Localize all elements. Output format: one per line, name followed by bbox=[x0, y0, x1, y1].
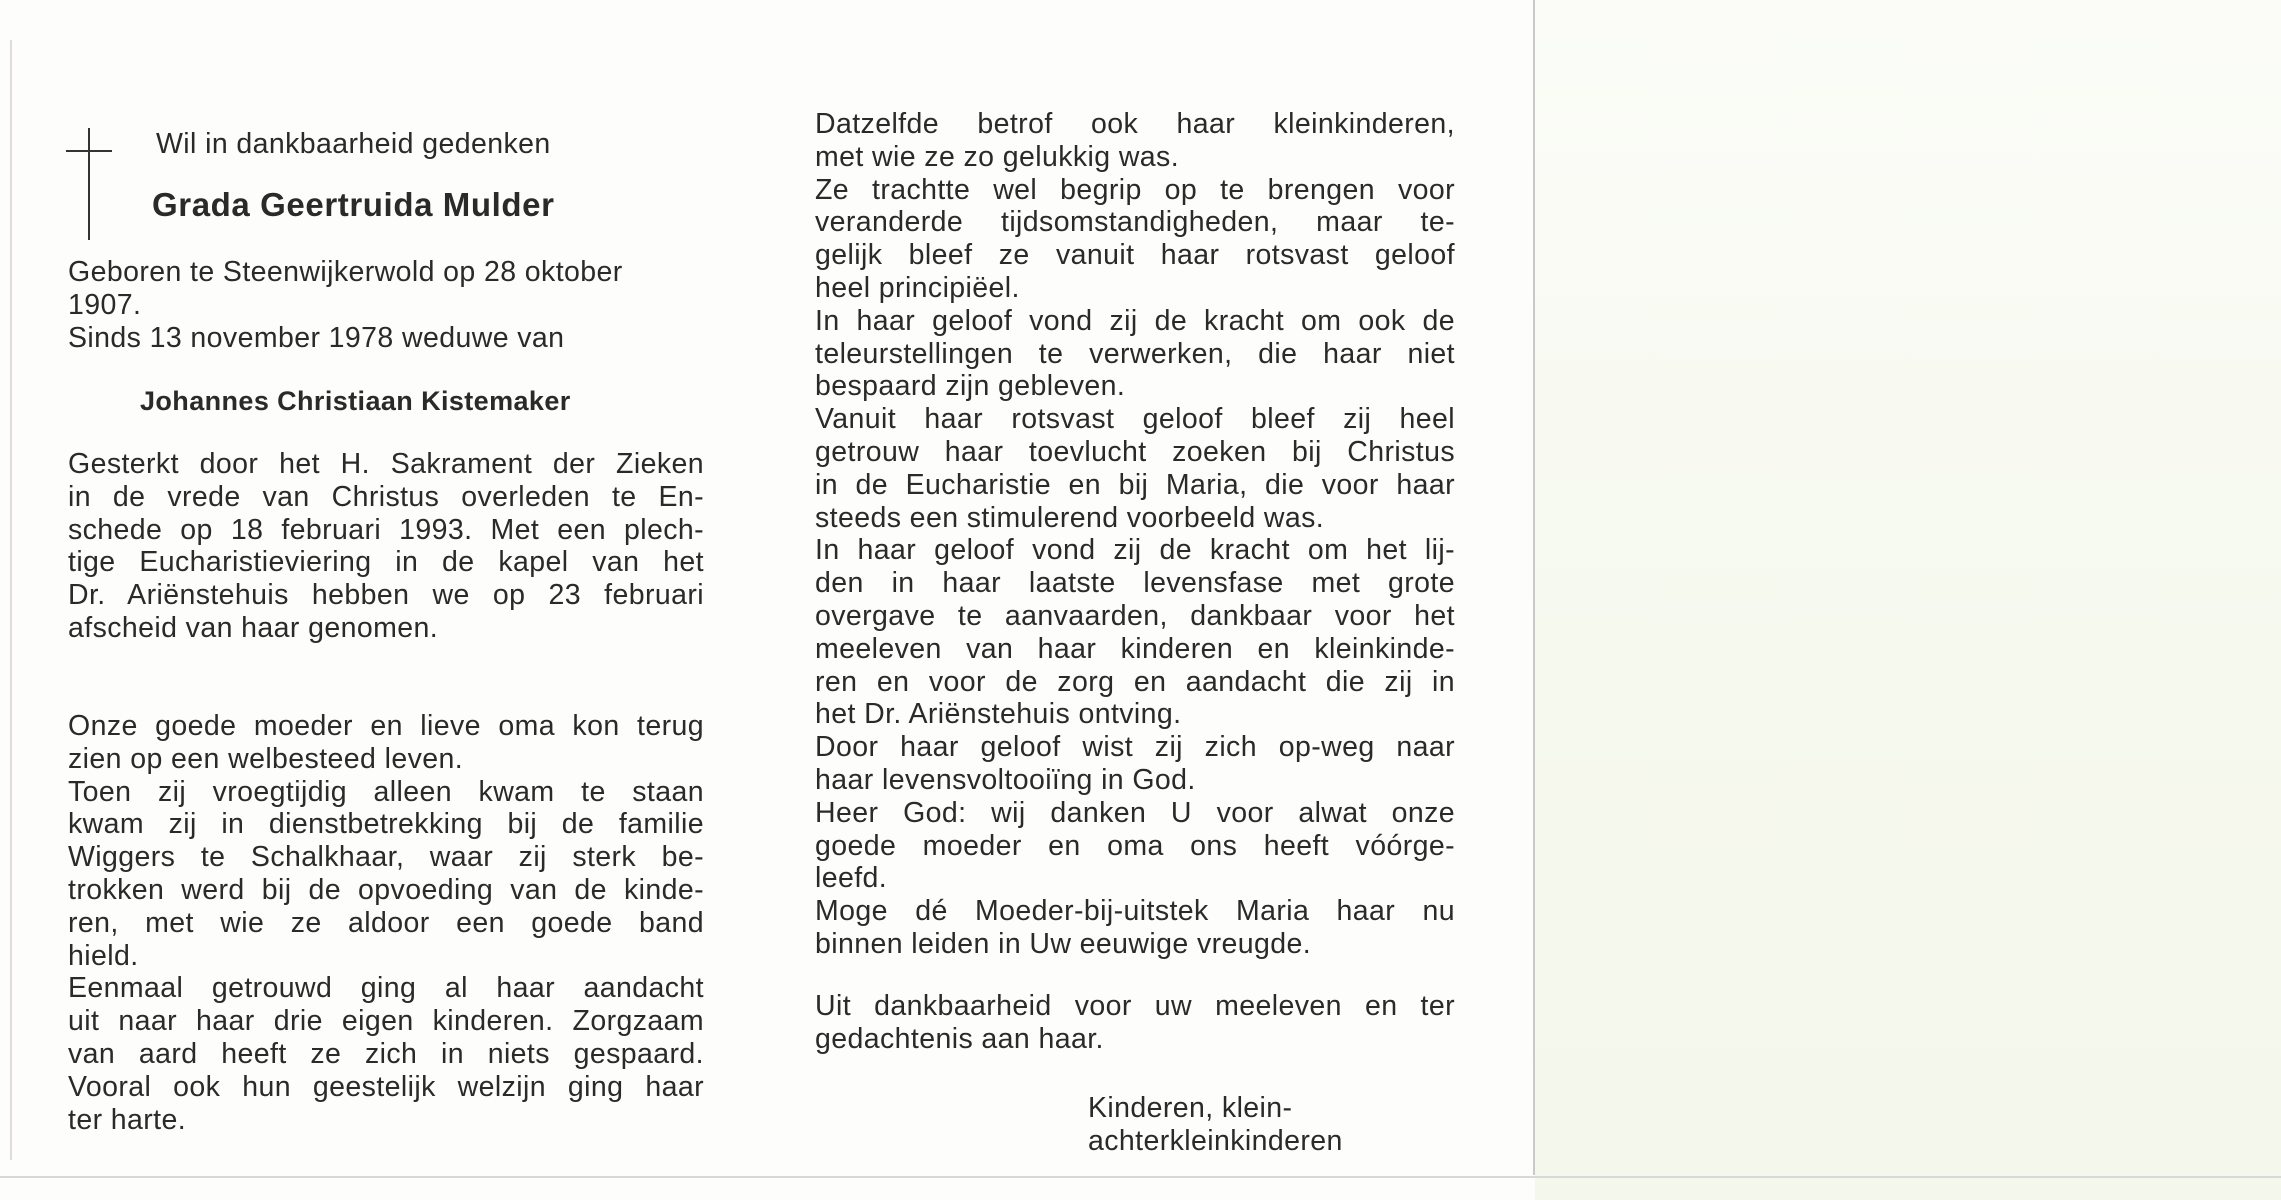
signature-line: achterkleinkinderen bbox=[1088, 1125, 1343, 1157]
life-line: kwam zij in dienstbetrekking bij de familie bbox=[68, 808, 704, 841]
life-line: Onze goede moeder en lieve oma kon terug bbox=[68, 710, 704, 742]
right-line: het Dr. Ariënstehuis ontving. bbox=[815, 698, 1182, 731]
right-line: veranderde tijdsomstandigheden, maar te- bbox=[815, 206, 1455, 239]
life-line: hield. bbox=[68, 939, 139, 972]
life-line: van aard heeft ze zich in niets gespaard. bbox=[68, 1037, 704, 1070]
right-line: in de Eucharistie en bij Maria, die voor haar bbox=[815, 468, 1455, 501]
cross-icon bbox=[66, 128, 112, 240]
death-line: schede op 18 februari 1993. Met een plech- bbox=[68, 513, 704, 546]
death-line: afscheid van haar genomen. bbox=[68, 611, 439, 644]
life-line: zien op een welbesteed leven. bbox=[68, 742, 464, 775]
husband-name: Johannes Christiaan Kistemaker bbox=[140, 386, 571, 416]
thanks-paragraph bbox=[815, 990, 1455, 1056]
widow-line: Sinds 13 november 1978 weduwe van bbox=[68, 321, 565, 354]
right-line: haar levensvoltooiïng in God. bbox=[815, 763, 1196, 796]
life-line: Vooral ook hun geestelijk welzijn ging haar bbox=[68, 1070, 704, 1103]
right-line: Vanuit haar rotsvast geloof bleef zij heel bbox=[815, 403, 1455, 436]
right-line: Ze trachtte wel begrip op te brengen voor bbox=[815, 173, 1455, 206]
life-line: Toen zij vroegtijdig alleen kwam te staan bbox=[68, 775, 704, 808]
life-line: ter harte. bbox=[68, 1103, 187, 1136]
life-line: ren, met wie ze aldoor een goede band bbox=[68, 906, 704, 939]
death-line: Dr. Ariënstehuis hebben we op 23 februari bbox=[68, 579, 704, 612]
intro-line: Wil in dankbaarheid gedenken bbox=[156, 128, 551, 160]
death-line: tige Eucharistieviering in de kapel van het bbox=[68, 546, 704, 579]
right-line: gelijk bleef ze vanuit haar rotsvast geloof bbox=[815, 239, 1455, 272]
right-line: meeleven van haar kinderen en kleinkinde- bbox=[815, 632, 1455, 665]
right-line: overgave te aanvaarden, dankbaar voor het bbox=[815, 599, 1455, 632]
right-line: heel principiëel. bbox=[815, 271, 1020, 304]
thanks-line: Uit dankbaarheid voor uw meeleven en ter bbox=[815, 990, 1455, 1022]
card-edge bbox=[10, 40, 12, 1160]
right-line: steeds een stimulerend voorbeeld was. bbox=[815, 501, 1325, 534]
right-line: binnen leiden in Uw eeuwige vreugde. bbox=[815, 927, 1312, 960]
birth-line-2: 1907. bbox=[68, 288, 142, 321]
right-line: goede moeder en oma ons heeft vóórge- bbox=[815, 829, 1455, 862]
card-bottom-edge bbox=[0, 1176, 2281, 1178]
death-line: Gesterkt door het H. Sakrament der Zieken bbox=[68, 448, 704, 480]
thanks-line: gedachtenis aan haar. bbox=[815, 1022, 1104, 1055]
signature bbox=[1088, 1092, 1343, 1158]
fold-line bbox=[1533, 0, 1535, 1175]
death-paragraph bbox=[68, 448, 704, 645]
right-line: ren en voor de zorg en aandacht die zij in bbox=[815, 665, 1455, 698]
right-line: In haar geloof vond zij de kracht om ook de bbox=[815, 304, 1455, 337]
life-line: Wiggers te Schalkhaar, waar zij sterk be- bbox=[68, 841, 704, 874]
right-line: bespaard zijn gebleven. bbox=[815, 370, 1126, 403]
life-line: Eenmaal getrouwd ging al haar aandacht bbox=[68, 972, 704, 1005]
right-line: leefd. bbox=[815, 862, 888, 895]
life-line: trokken werd bij de opvoeding van de kinde- bbox=[68, 873, 704, 906]
deceased-name: Grada Geertruida Mulder bbox=[152, 186, 555, 223]
right-line: In haar geloof vond zij de kracht om het lij- bbox=[815, 534, 1455, 567]
right-line: Moge dé Moeder-bij-uitstek Maria haar nu bbox=[815, 895, 1455, 928]
right-column bbox=[815, 108, 1455, 961]
right-line: Datzelfde betrof ook haar kleinkinderen, bbox=[815, 108, 1455, 140]
right-line: Heer God: wij danken U voor alwat onze bbox=[815, 796, 1455, 829]
card-image-page bbox=[1535, 0, 2281, 1200]
right-line: getrouw haar toevlucht zoeken bij Christus bbox=[815, 435, 1455, 468]
right-line: teleurstellingen te verwerken, die haar niet bbox=[815, 337, 1455, 370]
life-line: uit naar haar drie eigen kinderen. Zorgzaam bbox=[68, 1005, 704, 1038]
right-line: den in haar laatste levensfase met grote bbox=[815, 567, 1455, 600]
right-line: met wie ze zo gelukkig was. bbox=[815, 140, 1180, 173]
right-line: Door haar geloof wist zij zich op-weg naar bbox=[815, 731, 1455, 764]
birth-line-1: Geboren te Steenwijkerwold op 28 oktober bbox=[68, 256, 623, 288]
death-line: in de vrede van Christus overleden te En- bbox=[68, 480, 704, 513]
signature-line: Kinderen, klein- bbox=[1088, 1092, 1293, 1124]
life-paragraph bbox=[68, 710, 704, 1136]
birth-paragraph bbox=[68, 256, 704, 354]
